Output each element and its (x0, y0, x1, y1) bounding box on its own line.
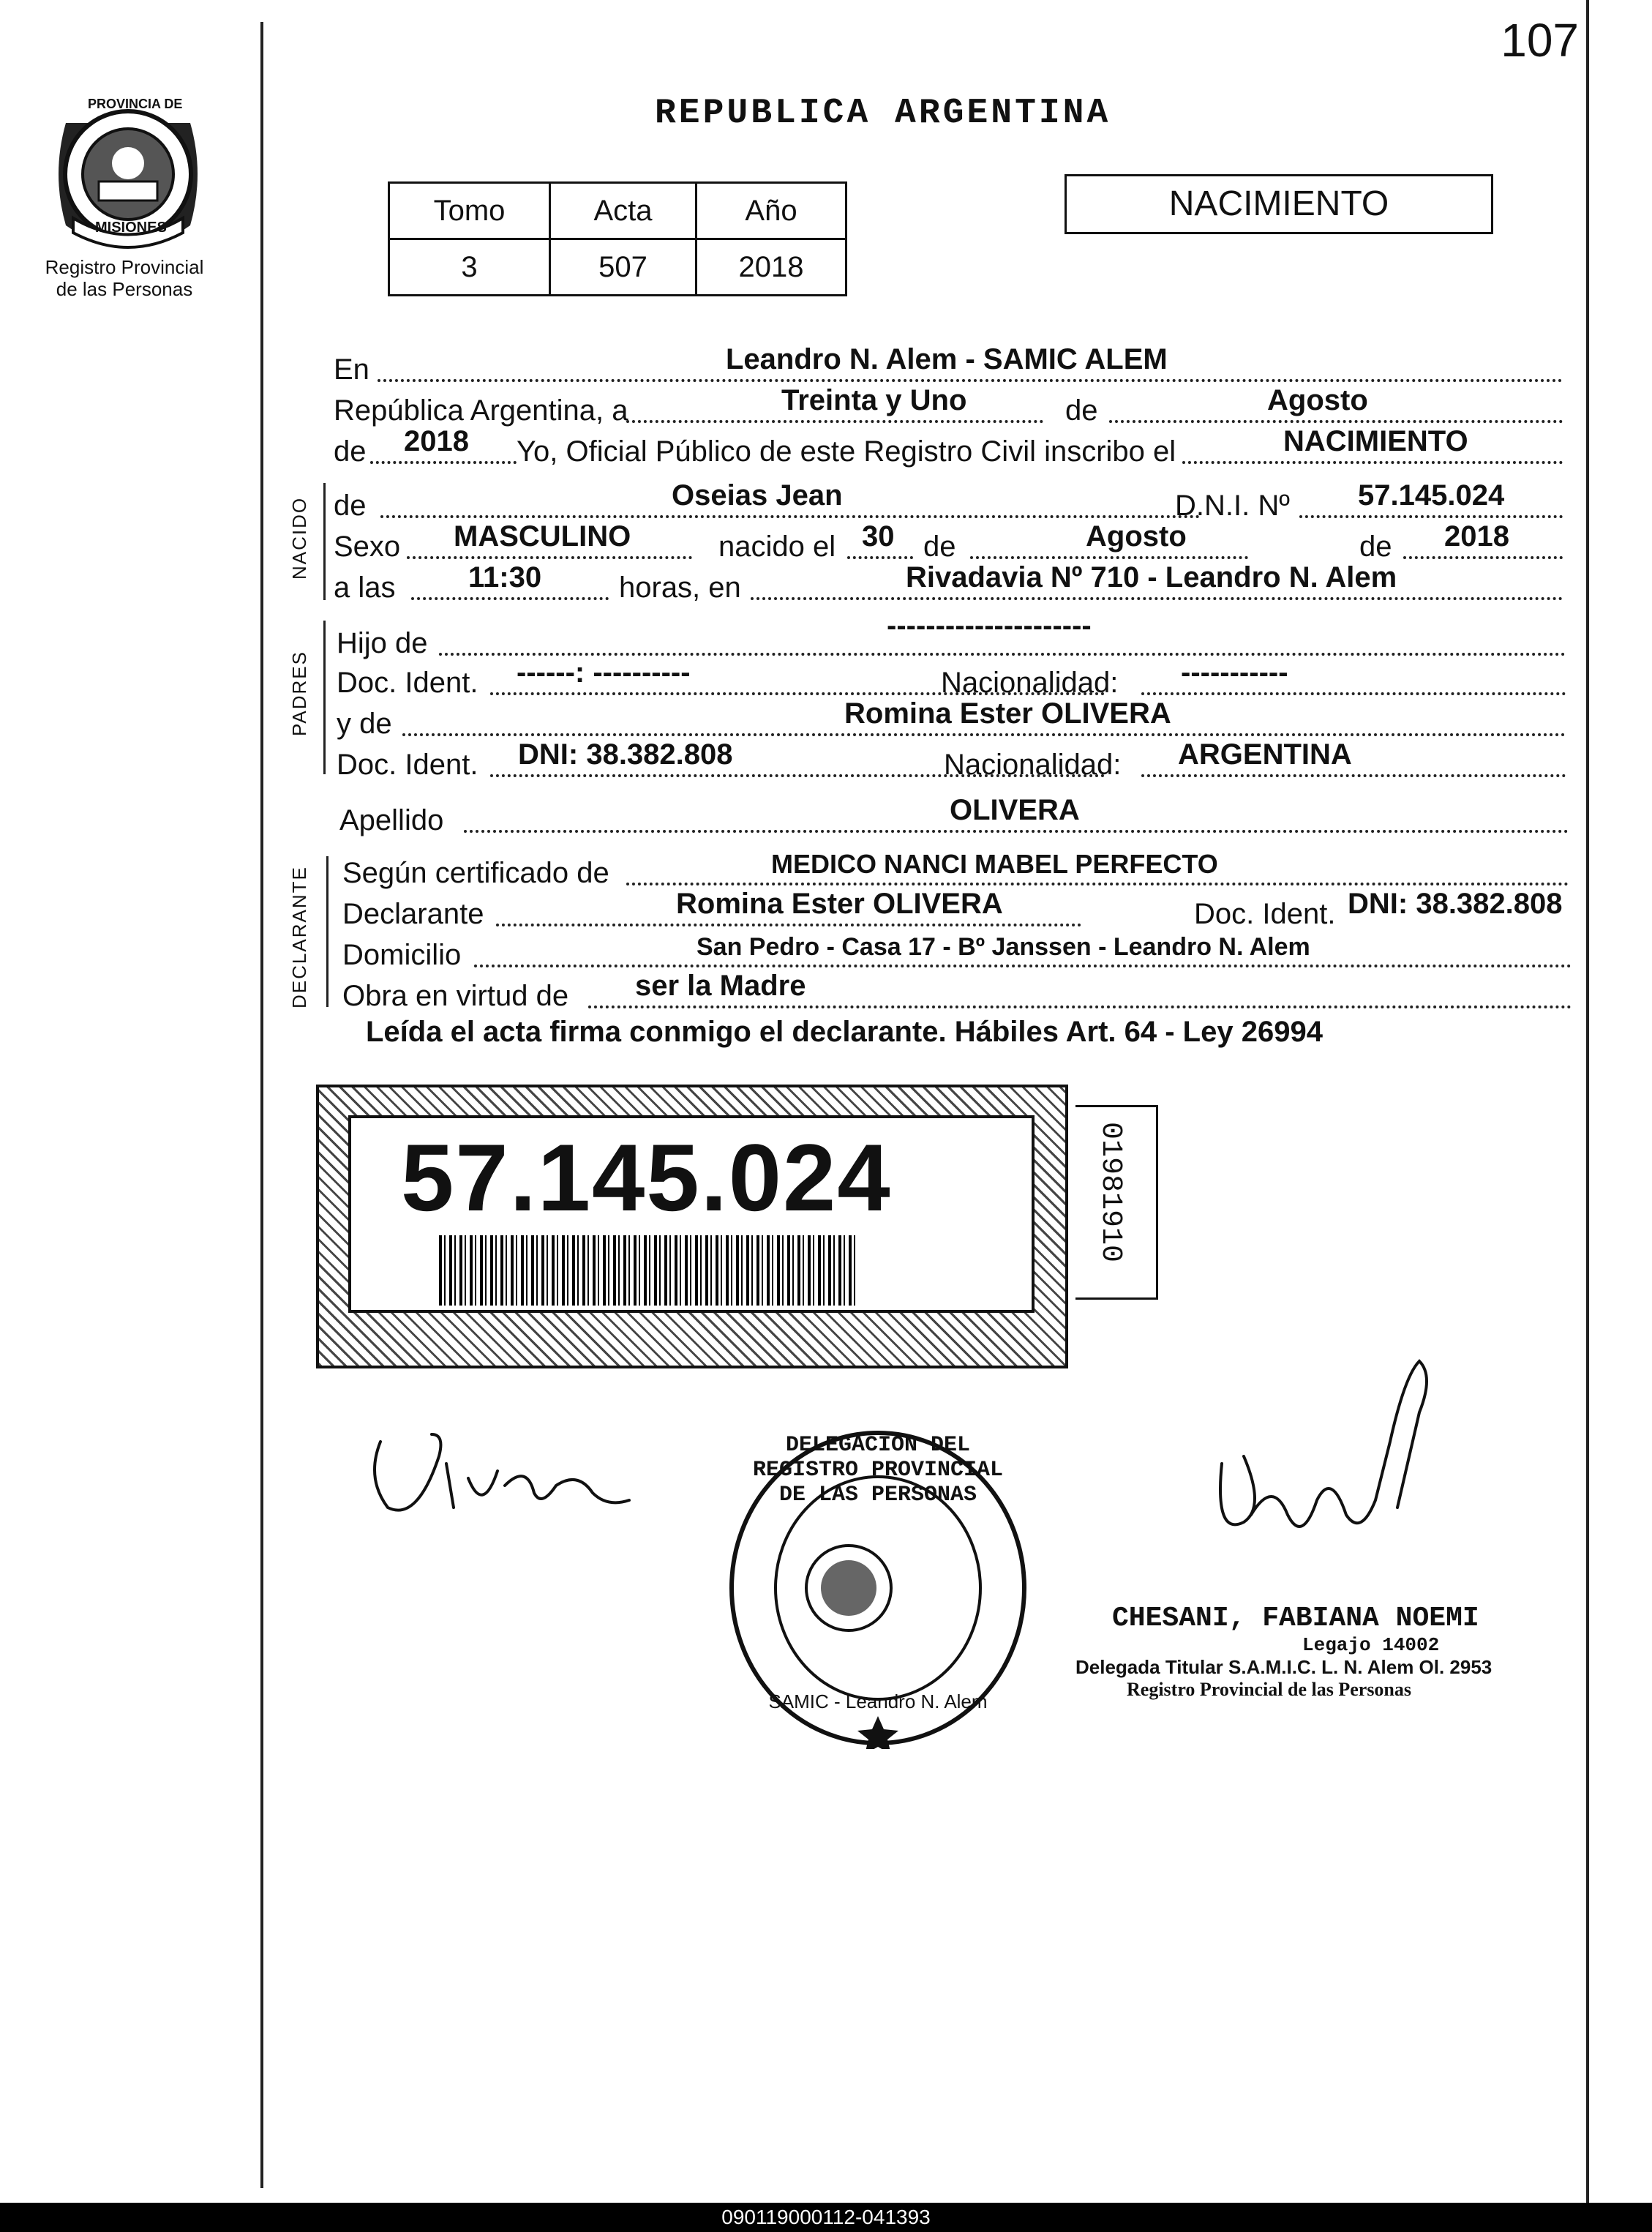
obra-value: ser la Madre (635, 970, 806, 1002)
serial-number: 01981910 (1094, 1122, 1127, 1263)
official-signature (1200, 1347, 1449, 1595)
dom-value: San Pedro - Casa 17 - Bº Janssen - Leandro N. Alem (697, 933, 1310, 961)
dots (496, 924, 1081, 926)
dots (370, 461, 517, 464)
sexo-value: MASCULINO (454, 520, 631, 553)
footer-code: 090119000112-041393 (0, 2203, 1652, 2232)
nacido-el-label: nacido el (718, 531, 836, 563)
decl-value: Romina Ester OLIVERA (676, 888, 1003, 920)
registry-label (29, 256, 219, 300)
day-value: Treinta y Uno (781, 384, 967, 416)
nac1-label: Nacionalidad: (941, 667, 1119, 699)
time-value: 11:30 (468, 561, 542, 593)
decl-label: Declarante (342, 898, 484, 930)
official-role: Delegada Titular S.A.M.I.C. L. N. Alem Ol. 2953 (1075, 1656, 1493, 1678)
event-value: NACIMIENTO (1283, 425, 1468, 457)
dots (378, 379, 1563, 382)
year-value: 2018 (404, 425, 469, 457)
seal-bottom-text: MISIONES (95, 220, 167, 236)
en-label: En (334, 353, 369, 386)
yde-label: y de (337, 708, 392, 740)
republica-label: República Argentina, a (334, 394, 628, 427)
declarant-signature-text (358, 1412, 359, 1413)
serial-box (1075, 1105, 1158, 1300)
decl-doc-value: DNI: 38.382.808 (1348, 888, 1563, 920)
dots (402, 733, 1566, 736)
dots (970, 556, 1248, 559)
hijo-value: --------------------- (887, 610, 1092, 642)
line-doc2 (337, 738, 1566, 782)
nacido-de-label: de (334, 490, 367, 522)
official-legajo: Legajo 14002 (1302, 1634, 1440, 1656)
id-sticker (316, 1085, 1068, 1368)
de-label: de (1065, 394, 1098, 427)
dots (380, 515, 1200, 518)
dots (407, 556, 692, 559)
decl-doc-label: Doc. Ident. (1194, 898, 1336, 930)
dots (847, 556, 913, 559)
id-sticker-inner (348, 1115, 1035, 1313)
line-hora (334, 561, 1563, 604)
stamp-outer-text: DELEGACION DEL REGISTRO PROVINCIAL DE LAS PERSONAS (752, 1433, 1004, 1508)
acta-value: 507 (550, 239, 697, 296)
birth-place-value: Rivadavia Nº 710 - Leandro N. Alem (906, 561, 1397, 593)
birth-year-value: 2018 (1444, 520, 1509, 553)
month-value: Agosto (1267, 384, 1368, 416)
officer-text: Yo, Oficial Público de este Registro Civil inscribo el (517, 435, 1176, 468)
apellido-value: OLIVERA (950, 794, 1080, 826)
dots (1109, 420, 1563, 423)
left-margin-line (260, 22, 263, 2188)
dots (626, 420, 1043, 423)
official-stamp (724, 1427, 1032, 1749)
nacido-bracket (323, 483, 326, 600)
line-apellido (339, 794, 1569, 837)
dots (588, 1005, 1572, 1008)
de1-label: de (923, 531, 956, 563)
line-certificado (342, 849, 1572, 890)
dots (1403, 556, 1563, 559)
obra-label: Obra en virtud de (342, 980, 569, 1012)
nac2-value: ARGENTINA (1178, 738, 1352, 771)
document-title: REPUBLICA ARGENTINA (655, 94, 1111, 133)
stamp-inner-text: SAMIC - Leandro N. Alem (768, 1690, 988, 1712)
closing-statement: Leída el acta firma conmigo el declarante. Hábiles Art. 64 - Ley 26994 (366, 1016, 1323, 1048)
cert-label: Según certificado de (342, 857, 609, 889)
page-number: 107 (1501, 14, 1579, 67)
line-sexo (334, 520, 1563, 563)
hijo-label: Hijo de (337, 627, 428, 659)
line-en (334, 343, 1563, 386)
alas-label: a las (334, 572, 396, 604)
dom-label: Domicilio (342, 939, 462, 971)
dots (474, 965, 1572, 967)
declarant-signature (358, 1412, 651, 1529)
section-nacido: NACIDO (288, 496, 310, 580)
birth-month-value: Agosto (1086, 520, 1187, 553)
line-domicilio (342, 935, 1572, 972)
doc2-value: DNI: 38.382.808 (518, 738, 733, 771)
de2-label: de (1359, 531, 1392, 563)
tomo-value: 3 (389, 239, 550, 296)
dots (411, 597, 609, 600)
section-padres: PADRES (288, 651, 310, 736)
dots (626, 883, 1569, 885)
padres-bracket (323, 621, 326, 774)
year-prefix: de (334, 435, 367, 468)
doc2-label: Doc. Ident. (337, 749, 478, 781)
right-margin-line (1586, 0, 1589, 2203)
line-declarante (342, 888, 1572, 931)
dots (464, 830, 1569, 833)
en-value: Leandro N. Alem - SAMIC ALEM (726, 343, 1168, 375)
line-obra (342, 970, 1572, 1013)
line-republica (334, 384, 1563, 427)
dots (1299, 515, 1563, 518)
doc1-value: ------: ---------- (517, 656, 691, 689)
official-name: CHESANI, FABIANA NOEMI (1112, 1603, 1479, 1634)
dni-value: 57.145.024 (1358, 479, 1505, 512)
dots (1141, 692, 1566, 695)
line-yde (337, 697, 1566, 741)
line-hijo (337, 610, 1566, 660)
horas-label: horas, en (619, 572, 741, 604)
yde-value: Romina Ester OLIVERA (844, 697, 1171, 730)
dots (1182, 461, 1563, 464)
dots (1141, 774, 1566, 777)
tomo-header: Tomo (389, 183, 550, 239)
document-type-box: NACIMIENTO (1065, 174, 1493, 234)
declarante-bracket (326, 856, 328, 1007)
acta-header: Acta (550, 183, 697, 239)
nac2-label: Nacionalidad: (944, 749, 1122, 781)
reference-table (388, 181, 847, 296)
section-declarante: DECLARANTE (288, 866, 310, 1008)
registry-seal (44, 94, 212, 255)
line-nacido-name (334, 479, 1563, 523)
sexo-label: Sexo (334, 531, 401, 563)
barcode (439, 1235, 856, 1306)
id-number: 57.145.024 (401, 1124, 892, 1231)
line-doc1 (337, 656, 1566, 700)
dni-label: D.N.I. Nº (1175, 490, 1290, 522)
official-org: Registro Provincial de las Personas (1127, 1679, 1412, 1700)
anio-value: 2018 (697, 239, 846, 296)
apellido-label: Apellido (339, 804, 444, 836)
dots (439, 653, 1566, 656)
seal-top-text: PROVINCIA DE (88, 97, 183, 111)
doc1-label: Doc. Ident. (337, 667, 478, 699)
nacido-name-value: Oseias Jean (672, 479, 843, 512)
registry-label-line2: de las Personas (56, 278, 193, 300)
anio-header: Año (697, 183, 846, 239)
birth-day-value: 30 (862, 520, 895, 553)
dots (751, 597, 1563, 600)
official-block (1061, 1603, 1573, 1701)
cert-value: MEDICO NANCI MABEL PERFECTO (771, 849, 1218, 879)
registry-label-line1: Registro Provincial (45, 256, 204, 278)
line-year (334, 425, 1563, 468)
nac1-value: ----------- (1181, 656, 1288, 689)
